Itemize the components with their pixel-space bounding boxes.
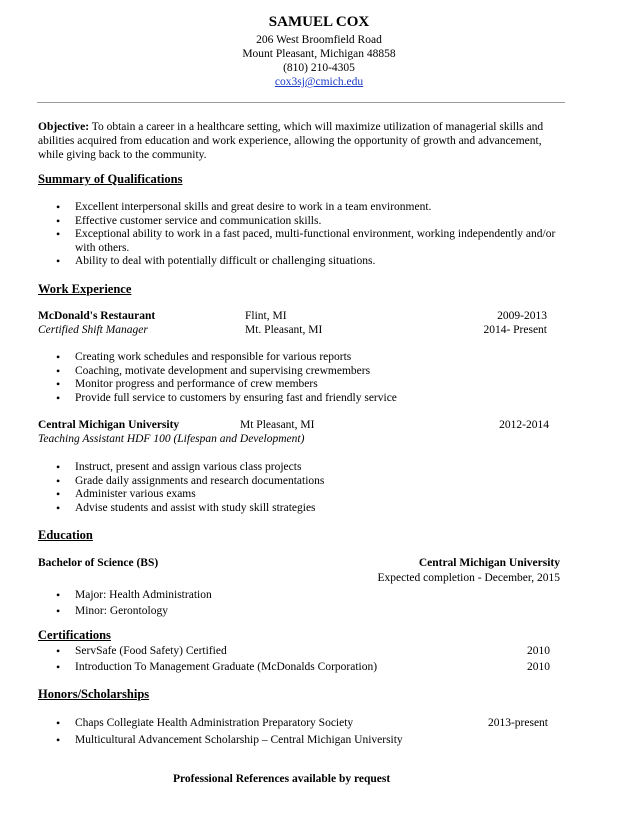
honors-list xyxy=(38,715,478,749)
job-duties-list xyxy=(38,351,563,405)
job-employer: McDonald's Restaurant xyxy=(38,310,156,322)
job-location: Flint, MI xyxy=(245,310,287,322)
list-item: • Multicultural Advancement Scholarship – Central Michigan University xyxy=(38,732,478,749)
certifications-heading: Certifications xyxy=(38,628,111,642)
objective-section xyxy=(38,120,568,162)
list-item: • Provide full service to customers by ensuring fast and friendly service xyxy=(38,392,563,406)
phone-number: (810) 210-4305 xyxy=(283,62,355,74)
email-link[interactable]: cox3sj@cmich.edu xyxy=(274,76,364,88)
list-item: • Effective customer service and communication skills. xyxy=(38,215,563,229)
address-line-2: Mount Pleasant, Michigan 48858 xyxy=(242,48,396,60)
job-title: Teaching Assistant HDF 100 (Lifespan and Development) xyxy=(38,433,305,445)
certification-year: 2010 xyxy=(527,661,550,673)
honors-heading: Honors/Scholarships xyxy=(38,687,150,701)
education-list xyxy=(38,587,563,619)
job-dates: 2012-2014 xyxy=(499,419,549,431)
list-item: • Administer various exams xyxy=(38,488,563,502)
job-title: Certified Shift Manager xyxy=(38,324,148,336)
job-location: Mt Pleasant, MI xyxy=(240,419,315,431)
candidate-name: SAMUEL COX xyxy=(268,14,370,30)
certifications-list xyxy=(38,643,458,675)
work-heading: Work Experience xyxy=(38,282,132,296)
education-degree: Bachelor of Science (BS) xyxy=(38,557,159,569)
references-note: Professional References available by request xyxy=(173,773,391,785)
job-employer: Central Michigan University xyxy=(38,419,180,431)
objective-label: Objective: xyxy=(38,121,90,133)
list-item: • Chaps Collegiate Health Administration Preparatory Society xyxy=(38,715,478,732)
header-divider xyxy=(37,102,565,103)
list-item: • Advise students and assist with study skill strategies xyxy=(38,502,563,516)
list-item: • Excellent interpersonal skills and great desire to work in a team environment. xyxy=(38,201,563,215)
honor-year: 2013-present xyxy=(487,717,548,729)
job-duties-list xyxy=(38,461,563,515)
list-item: • Ability to deal with potentially difficult or challenging situations. xyxy=(38,255,563,269)
education-school: Central Michigan University xyxy=(418,557,560,569)
education-completion: Expected completion - December, 2015 xyxy=(377,572,560,584)
list-item: • ServSafe (Food Safety) Certified xyxy=(38,643,458,659)
job-dates: 2009-2013 xyxy=(497,310,547,322)
list-item: • Exceptional ability to work in a fast paced, multi-functional environment, working independently and/or with others. xyxy=(38,228,563,255)
list-item: • Monitor progress and performance of crew members xyxy=(38,378,563,392)
list-item: • Grade daily assignments and research documentations xyxy=(38,475,563,489)
list-item: • Coaching, motivate development and supervising crewmembers xyxy=(38,365,563,379)
job-location-2: Mt. Pleasant, MI xyxy=(245,324,323,336)
list-item: • Instruct, present and assign various class projects xyxy=(38,461,563,475)
summary-heading: Summary of Qualifications xyxy=(38,172,183,186)
objective-text: To obtain a career in a healthcare setting, which will maximize utilization of managerial skills and abilities acquired from education and work experience, allowing the opportunity of growth and advancement, while giving back to the community. xyxy=(38,121,544,161)
address-line-1: 206 West Broomfield Road xyxy=(256,34,382,46)
certification-year: 2010 xyxy=(527,645,550,657)
summary-list xyxy=(38,201,563,269)
list-item: • Major: Health Administration xyxy=(38,587,563,603)
list-item: • Minor: Gerontology xyxy=(38,603,563,619)
list-item: • Introduction To Management Graduate (McDonalds Corporation) xyxy=(38,659,458,675)
education-heading: Education xyxy=(38,528,93,542)
list-item: • Creating work schedules and responsible for various reports xyxy=(38,351,563,365)
job-dates-2: 2014- Present xyxy=(483,324,547,336)
